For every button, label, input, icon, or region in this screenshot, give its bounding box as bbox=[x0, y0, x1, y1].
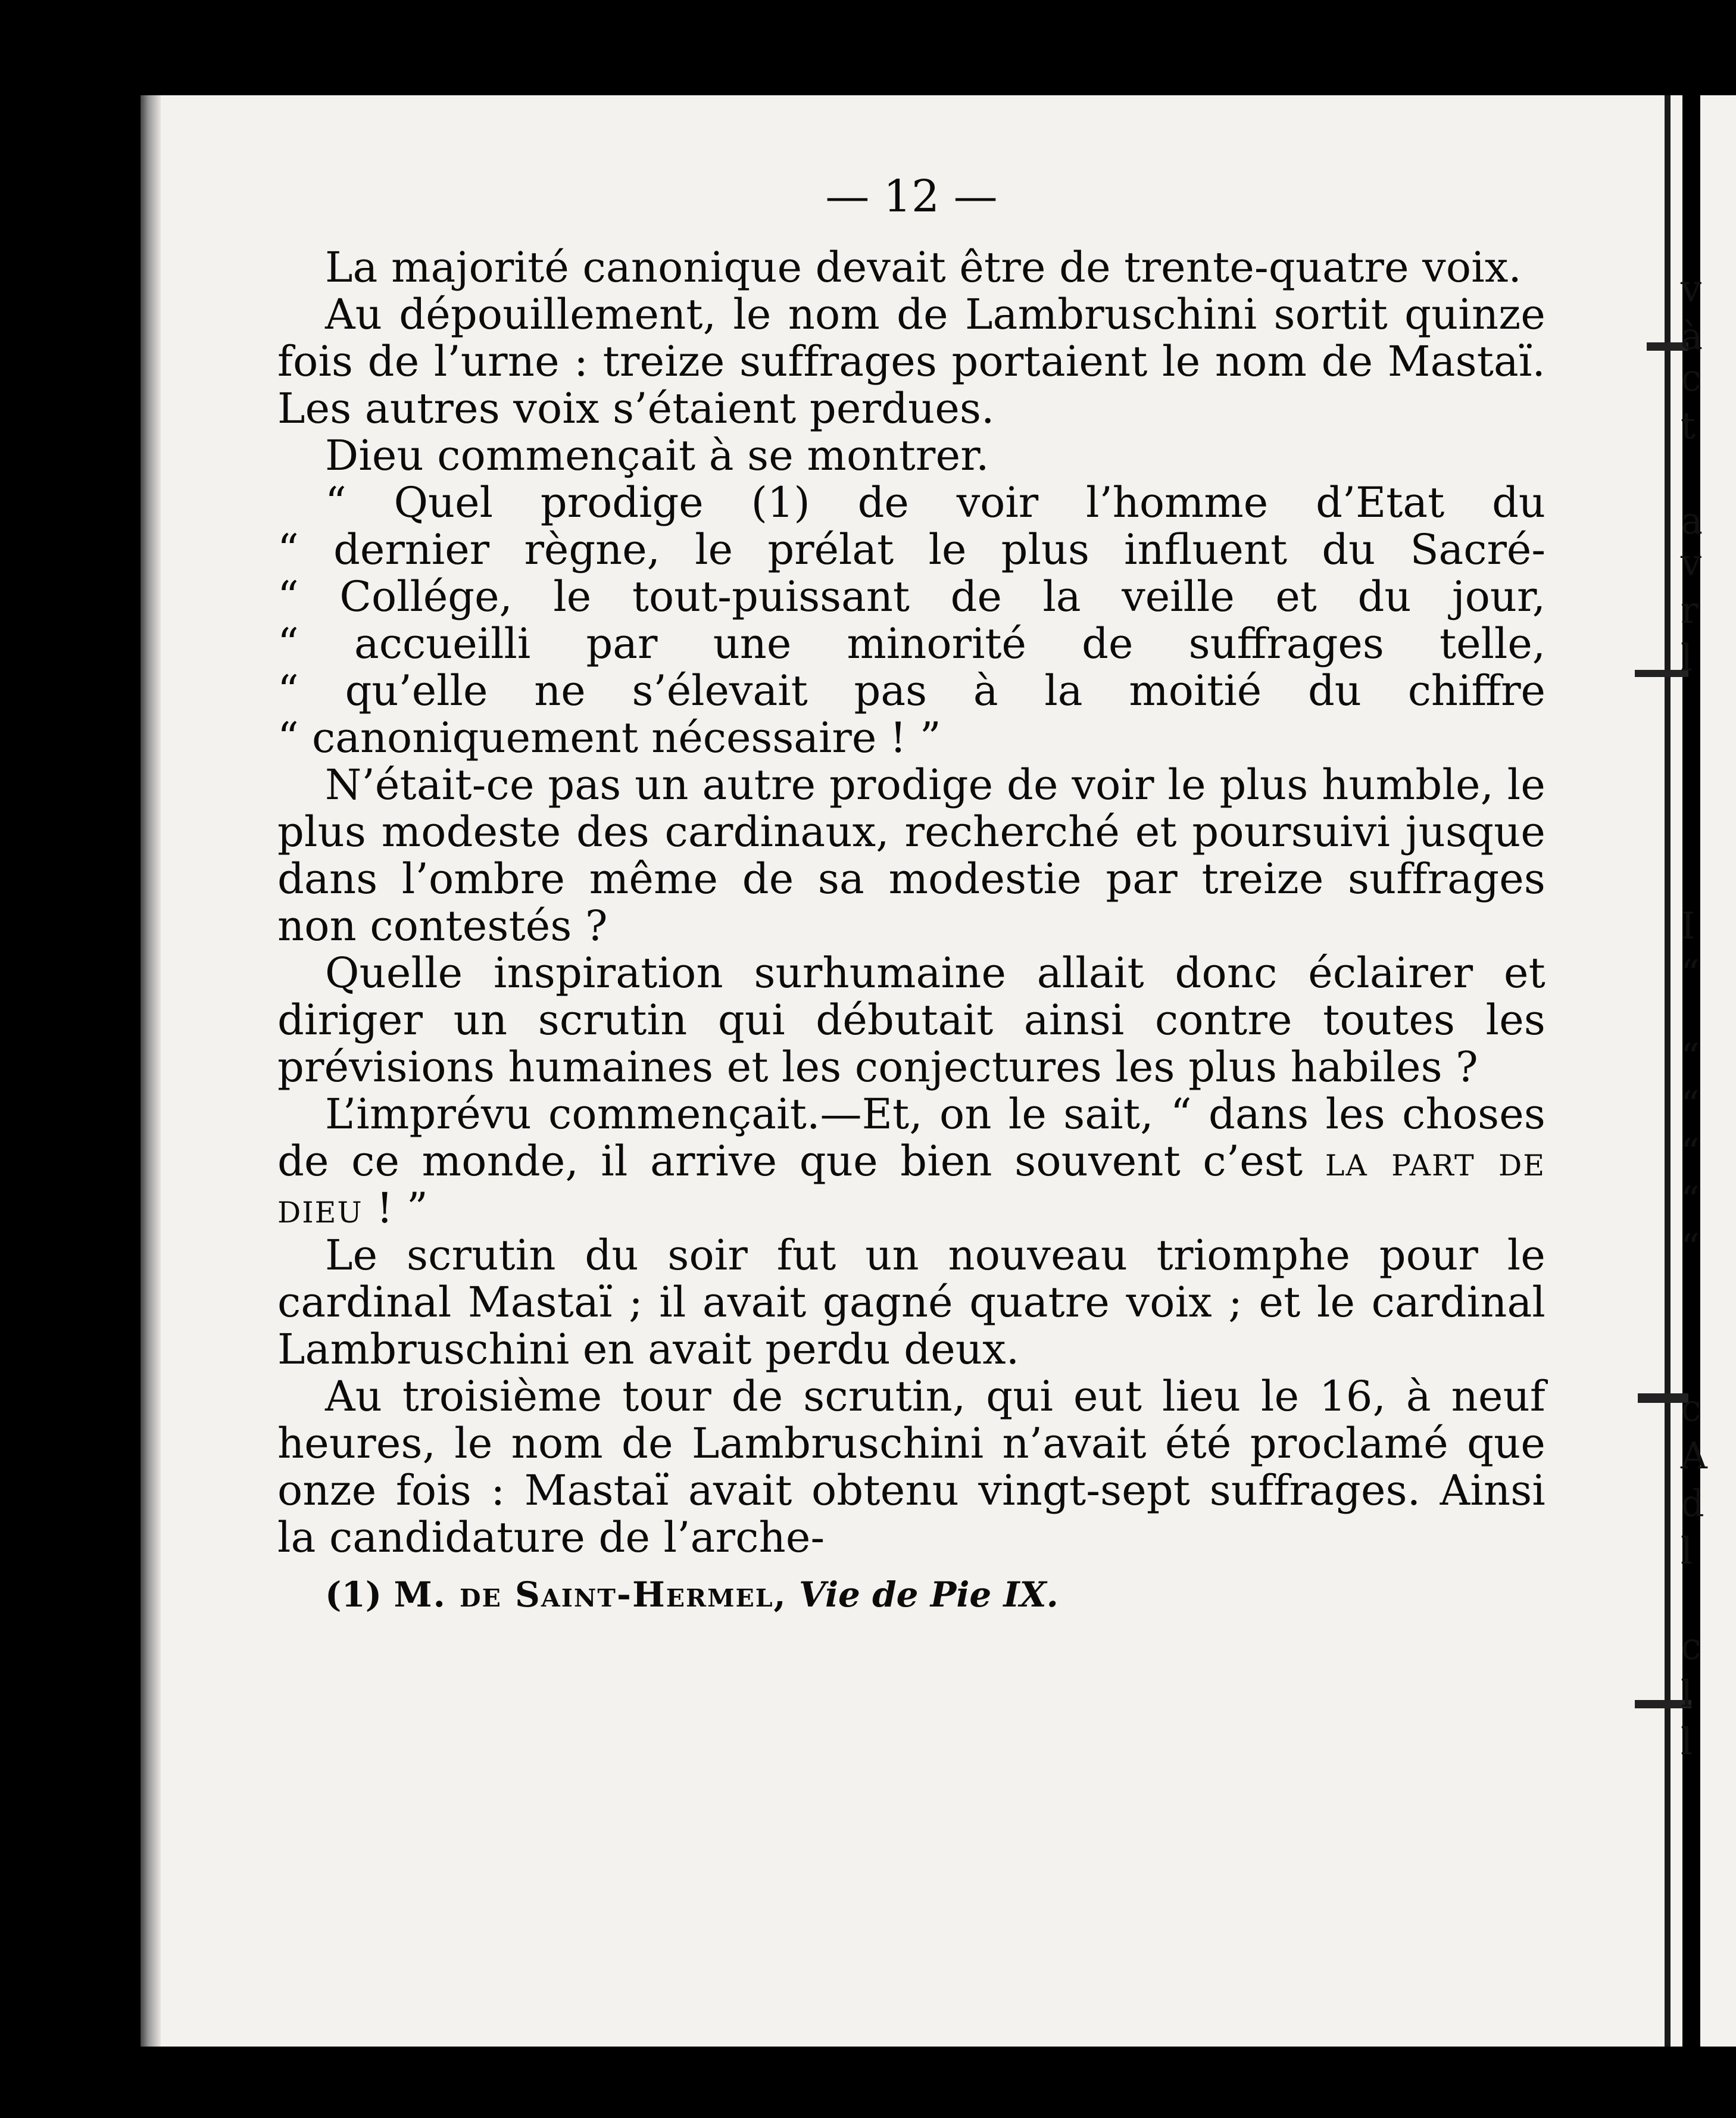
page-gutter-shadow bbox=[140, 95, 161, 2047]
quote-line: “ qu’elle ne s’élevait pas à la moitié du chiffre bbox=[277, 666, 1545, 715]
margin-letter: l bbox=[1681, 1720, 1693, 1763]
paragraph-imprevu: L’imprévu commençait.—Et, on le sait, “ dans les choses de ce monde, il arrive que bien souvent c’est la part de dieu ! ” bbox=[277, 1090, 1546, 1233]
quote-line: “ accueilli par une minorité de suffrages telle, bbox=[277, 619, 1545, 668]
margin-letter: t bbox=[1681, 404, 1696, 447]
margin-letter: “ bbox=[1681, 1130, 1700, 1174]
margin-letter: “ bbox=[1681, 1225, 1700, 1269]
paragraph-troisieme-tour: Au troisième tour de scrutin, qui eut lieu le 16, à neuf heures, le nom de Lambruschini n’avait été proclamé que onze fois : Mastaï avait obtenu vingt-sept suffrages. Ainsi la candidature de l’arche- bbox=[277, 1372, 1545, 1562]
margin-letter: v bbox=[1681, 541, 1702, 584]
margin-letter: l bbox=[1681, 1672, 1693, 1715]
binding-edge bbox=[1665, 95, 1671, 2047]
paragraph-majorite: La majorité canonique devait être de trente-quatre voix. bbox=[325, 243, 1522, 292]
margin-letter: A bbox=[1681, 1434, 1707, 1477]
quote-line: “ Quel prodige (1) de voir l’homme d’Etat du bbox=[325, 478, 1545, 527]
margin-letter: “ bbox=[1681, 1035, 1700, 1078]
footnote bbox=[277, 1571, 1545, 1618]
margin-letter: v bbox=[1681, 267, 1702, 310]
margin-letter: l bbox=[1681, 636, 1693, 679]
margin-letter: I bbox=[1681, 904, 1696, 947]
quote-line: “ dernier règne, le prélat le plus influent du Sacré- bbox=[277, 525, 1545, 574]
paragraph-scrutin-soir: Le scrutin du soir fut un nouveau triomphe pour le cardinal Mastaï ; il avait gagné quatre voix ; et le cardinal Lambruschini en avait perdu deux. bbox=[277, 1231, 1545, 1374]
page-body bbox=[277, 167, 1545, 1618]
page-number: — 12 — bbox=[825, 171, 998, 222]
margin-letter: “ bbox=[1681, 1083, 1700, 1126]
paragraph-dieu: Dieu commençait à se montrer. bbox=[325, 431, 989, 480]
quote-line-last: “ canoniquement nécessaire ! ” bbox=[277, 713, 941, 762]
quote-line: “ Collége, le tout-puissant de la veille et du jour, bbox=[277, 572, 1545, 621]
paragraph-inspiration: Quelle inspiration surhumaine allait donc éclairer et diriger un scrutin qui débutait ainsi contre toutes les prévisions humaines et les conjectures les plus habiles ? bbox=[277, 949, 1545, 1091]
quotation-block bbox=[277, 479, 1545, 762]
margin-letter: d bbox=[1681, 1481, 1704, 1525]
margin-letter: a bbox=[1681, 499, 1703, 542]
margin-letter: à bbox=[1681, 314, 1703, 358]
margin-letter: c bbox=[1681, 1386, 1701, 1430]
margin-letter: “ bbox=[1681, 952, 1700, 995]
footnote-title: Vie de Pie IX. bbox=[798, 1574, 1059, 1615]
margin-letter: “ bbox=[1681, 1178, 1700, 1221]
paragraph-prodige: N’était-ce pas un autre prodige de voir le plus humble, le plus modeste des cardinaux, recherché et poursuivi jusque dans l’ombre même de sa modestie par treize suffrages non contestés ? bbox=[277, 760, 1545, 950]
margin-letter: c bbox=[1681, 356, 1701, 400]
margin-letter: r bbox=[1681, 588, 1698, 632]
margin-letter: l bbox=[1681, 1529, 1693, 1573]
footnote-author: M. de Saint-Hermel, bbox=[394, 1574, 787, 1615]
margin-letter: c bbox=[1681, 1624, 1701, 1668]
paragraph-depouillement: Au dépouillement, le nom de Lambruschini sortit quinze fois de l’urne : treize suffrages portaient le nom de Mastaï. Les autres voix s’étaient perdues. bbox=[277, 290, 1545, 433]
footnote-mark: (1) bbox=[325, 1574, 382, 1615]
book-page bbox=[140, 95, 1707, 2047]
small-caps-phrase: la part de dieu bbox=[277, 1137, 1546, 1233]
